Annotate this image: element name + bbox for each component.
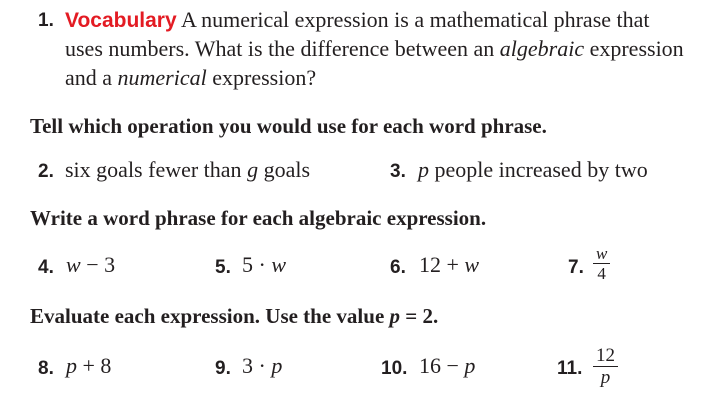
heading-variable: p (389, 304, 401, 328)
fraction-numerator: 12 (593, 346, 618, 367)
problem-2-text: six goals fewer than g goals (65, 157, 311, 182)
problem-10-number: 10. (381, 358, 408, 379)
section-3-heading: Evaluate each expression. Use the value p = 2. (30, 304, 439, 328)
problem-9-number: 9. (215, 358, 231, 379)
fraction-denominator: p (600, 367, 611, 388)
problem-6-number: 6. (390, 257, 406, 278)
section-2-heading: Write a word phrase for each algebraic expression. (30, 206, 487, 230)
problem-3-number: 3. (390, 161, 406, 182)
numerical-italic: numerical (117, 65, 207, 90)
problem-11-fraction (593, 346, 618, 387)
problem-10-expression: 16 − p (419, 353, 476, 378)
problem-3-text: p people increased by two (418, 157, 648, 182)
problem-4-number: 4. (38, 257, 54, 278)
vocabulary-label: Vocabulary (65, 9, 177, 32)
problem-4-expression: w − 3 (66, 252, 116, 277)
fraction-denominator: 4 (597, 264, 606, 283)
problem-1-text-line-1: A numerical expression is a mathematical phrase that (180, 7, 650, 32)
problem-2-number: 2. (38, 161, 54, 182)
fraction-numerator: w (593, 245, 610, 264)
algebraic-italic: algebraic (499, 36, 585, 61)
problem-7-fraction (593, 245, 610, 282)
problem-5-expression: 5 · w (242, 252, 287, 277)
problem-8-expression: p + 8 (66, 353, 112, 378)
problem-9-expression: 3 · p (242, 353, 283, 378)
problem-1-number: 1. (38, 10, 54, 31)
problem-1-line-1 (65, 5, 650, 35)
problem-1-line-2: uses numbers. What is the difference between an algebraic expression (65, 36, 684, 61)
section-1-heading: Tell which operation you would use for each word phrase. (30, 114, 547, 138)
problem-5-number: 5. (215, 257, 231, 278)
problem-1-line-3: and a numerical expression? (65, 65, 317, 90)
problem-7-number: 7. (568, 257, 584, 278)
problem-6-expression: 12 + w (419, 252, 480, 277)
problem-11-number: 11. (557, 358, 583, 379)
problem-8-number: 8. (38, 358, 54, 379)
